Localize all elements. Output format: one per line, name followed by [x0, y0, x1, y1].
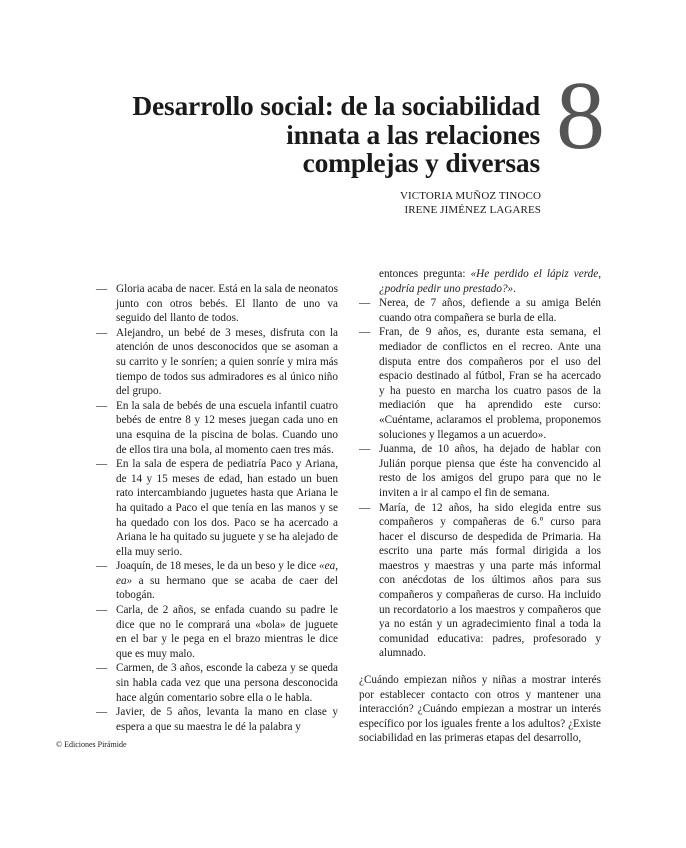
- example-text: a su hermano que se acaba de caer del tobogán.: [116, 574, 338, 602]
- example-item: — Juanma, de 10 años, ha dejado de hablar con Julián porque piensa que éste ha convencido al resto de los amigos del grupo para que no le inviten a ir al campo el fin de semana.: [359, 442, 601, 500]
- example-item: — Carla, de 2 años, se enfada cuando su padre le dice que no le comprará una «bola» de juguete en el bar y le pega en el brazo mientras le dice que es muy malo.: [96, 603, 338, 661]
- example-item-continuation: [359, 267, 601, 296]
- example-text: entonces pregunta:: [379, 268, 471, 280]
- example-item: — Javier, de 5 años, levanta la mano en clase y espera a que su maestra le dé la palabra y: [96, 705, 338, 734]
- left-column: [96, 282, 338, 734]
- copyright-footer: © Ediciones Pirámide: [56, 740, 127, 749]
- chapter-title-line: innata a las relaciones: [286, 118, 540, 150]
- chapter-authors: [300, 189, 541, 218]
- example-item: — Gloria acaba de nacer. Está en la sala de neonatos junto con otros bebés. El llanto de uno va seguido del llanto de todos.: [96, 282, 338, 326]
- chapter-title: [120, 92, 540, 178]
- right-column: [359, 267, 601, 757]
- author-name: IRENE JIMÉNEZ LAGARES: [404, 204, 541, 217]
- example-quote: «ea, ea»: [116, 560, 338, 587]
- body-paragraph: ¿Cuándo empiezan niños y niñas a mostrar interés por establecer contacto con otros y mantener una interacción? ¿Cuándo empiezan a mostrar un interés específico por los iguales frente a los adultos? ¿Existe sociabilidad en las primeras etapas del desarrollo,: [359, 674, 601, 745]
- author-name: VICTORIA MUÑOZ TINOCO: [399, 190, 541, 202]
- example-item: — María, de 12 años, ha sido elegida entre sus compañeros y compañeras de 6.º curso para hacer el discurso de despedida de Primaria. Ha escrito una parte más formal dirigida a los maestros y maestras y una parte más informal con anécdotas de los últimos años para sus compañeros y compañeras de curso. Ha incluido un recordatorio a los maestros y compañeros que ya no están y un agradecimiento final a toda la comunidad educativa: padres, profesorado y alumnado.: [359, 501, 601, 662]
- example-item: — Nerea, de 7 años, defiende a su amiga Belén cuando otra compañera se burla de ella.: [359, 296, 601, 325]
- example-text: .: [513, 282, 516, 295]
- example-item: — En la sala de bebés de una escuela infantil cuatro bebés de entre 8 y 12 meses juegan cada uno en una esquina de la piscina de bolas. Cuando uno de ellos tira una bola, al momento caen tres más.: [96, 399, 338, 457]
- example-text: Joaquín, de 18 meses, le da un beso y le dice: [116, 560, 320, 573]
- chapter-number: 8: [556, 62, 605, 170]
- chapter-title-line: Desarrollo social: de la sociabilidad: [132, 90, 540, 121]
- example-item: — Alejandro, un bebé de 3 meses, disfruta con la atención de unos desconocidos que se asoman a su carrito y le sonríen; a quien sonríe y mira más tiempo de todos sus admiradores es al único niño del grupo.: [96, 326, 338, 399]
- chapter-title-line: complejas y diversas: [302, 147, 540, 178]
- example-quote: «He perdido el lápiz verde, ¿podría pedir uno prestado?»: [379, 268, 601, 295]
- example-item: — Fran, de 9 años, es, durante esta semana, el mediador de conflictos en el recreo. Ante una disputa entre dos compañeros por el uso del espacio destinado al fútbol, Fran se ha acercado y ha puesto en marcha los cuatro pasos de la mediación que ha aprendido este curso: «Cuéntame, aclaramos el problema, proponemos soluciones y llegamos a un acuerdo».: [359, 325, 601, 442]
- example-item: — Carmen, de 3 años, esconde la cabeza y se queda sin habla cada vez que una persona desconocida hace algún comentario sobre ella o le habla.: [96, 661, 338, 705]
- example-item: [96, 559, 338, 603]
- example-item: — En la sala de espera de pediatría Paco y Ariana, de 14 y 15 meses de edad, han estado un buen rato intercambiando juguetes hasta que Ariana le ha quitado a Paco el que tenía en las manos y se ha quedado con los dos. Paco se ha acercado a Ariana le ha quitado su juguete y se ha alejado de ella muy serio.: [96, 457, 338, 559]
